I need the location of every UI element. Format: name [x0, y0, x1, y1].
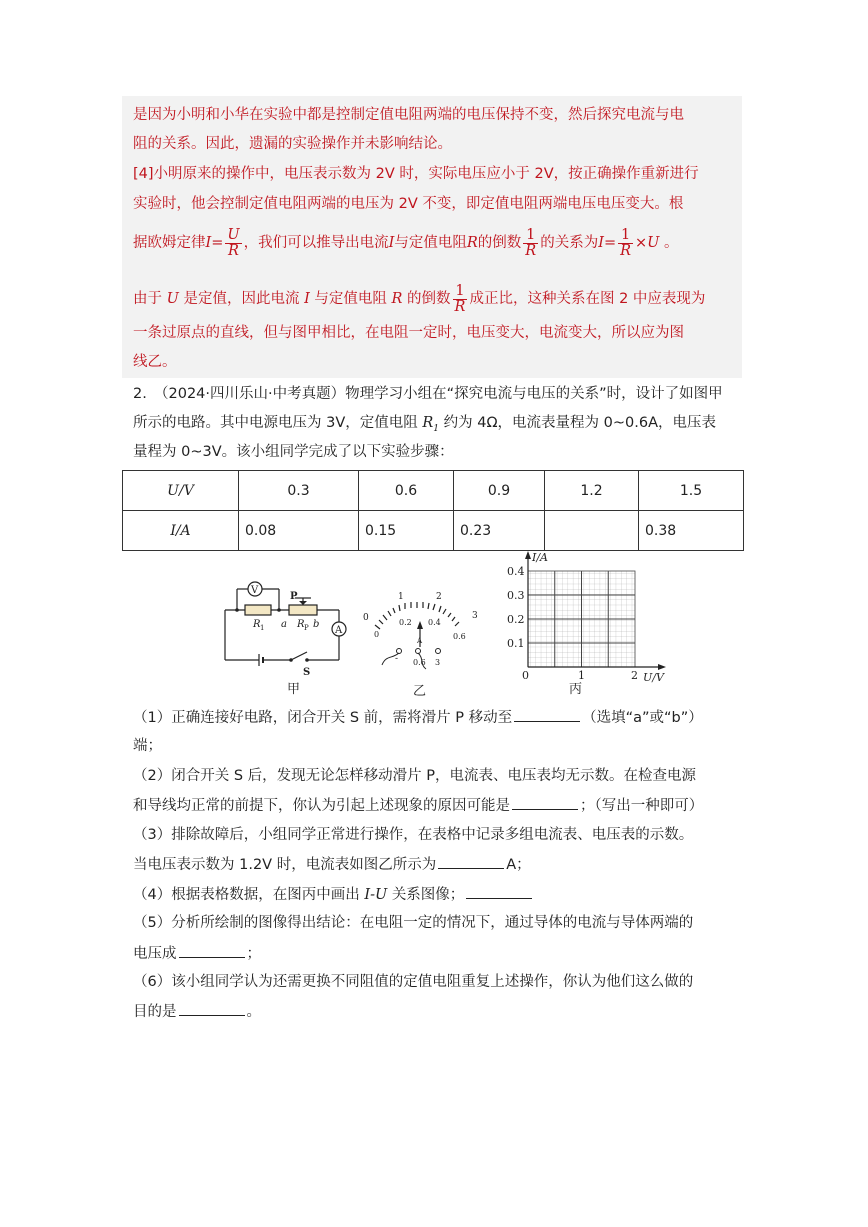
numerator: U	[227, 226, 240, 243]
answer-blank[interactable]	[466, 884, 532, 899]
question-line-1: （2024·四川乐山·中考真题）物理学习小组在“探究电流与电压的关系”时，设计了如图甲	[154, 386, 723, 402]
data-table	[122, 470, 744, 551]
ammeter-dial	[360, 585, 480, 675]
switch-label: S	[303, 667, 311, 678]
text: A；	[506, 857, 531, 873]
terminal-0.6: 0.6	[413, 658, 426, 667]
i-u-graph	[498, 547, 673, 687]
terminal-3: 3	[435, 658, 441, 667]
denominator: R	[525, 242, 537, 259]
y-tick-0.1: 0.1	[507, 637, 525, 650]
ammeter-label: A	[335, 625, 343, 636]
answer-line-2: 阻的关系。因此，遗漏的实验操作并未影响结论。	[133, 136, 452, 152]
table-cell: 0.08	[239, 511, 359, 551]
table-header-voltage	[123, 471, 239, 511]
tick-0.2: 0.2	[399, 618, 412, 627]
table-cell	[545, 511, 639, 551]
text: 是定值，因此电流	[183, 291, 300, 307]
subquestion-6: （6）该小组同学认为还需更换不同阻值的定值电阻重复上述操作，你认为他们这么做的	[133, 974, 694, 990]
table-cell: 0.15	[359, 511, 454, 551]
answer-blank[interactable]	[512, 795, 578, 810]
answer-line-4: 实验时，他会控制定值电阻两端的电压为 2V 不变，即定值电阻两端电压电压变大。根	[133, 196, 684, 212]
denominator: R	[454, 298, 466, 315]
equals: =	[211, 235, 224, 251]
tick-1: 1	[398, 592, 404, 602]
symbol-I: I	[388, 235, 395, 251]
table-cell: 0.3	[239, 471, 359, 511]
symbol-U: U	[647, 235, 660, 251]
text: ，我们可以推导出电流	[243, 235, 389, 251]
r1-subscript: 1	[260, 624, 265, 632]
x-tick-0: 0	[522, 669, 529, 682]
equals: =	[603, 235, 617, 251]
answer-line-3: [4]小明原来的操作中，电压表示数为 2V 时，实际电压应小于 2V，按正确操作重新进行	[133, 166, 699, 182]
answer-line-5	[133, 226, 679, 260]
numerator: 1	[618, 228, 633, 244]
question-line-2	[133, 413, 716, 439]
text: ；	[246, 946, 261, 962]
text: 据欧姆定律	[133, 235, 206, 251]
rp-subscript: P	[304, 624, 309, 632]
r-letter: R	[422, 415, 434, 431]
text: 当电压表示数为 1.2V 时，电流表如图乙所示为	[133, 857, 437, 873]
x-axis-label: U/V	[643, 671, 664, 684]
answer-blank[interactable]	[438, 854, 504, 869]
subquestion-4	[133, 884, 534, 905]
table-cell: 0.6	[359, 471, 454, 511]
table-header-current	[123, 511, 239, 551]
text: 约为 4Ω，电流表量程为 0~0.6A，电压表	[443, 415, 717, 431]
table-cell: 1.5	[639, 471, 744, 511]
tick-0.4: 0.4	[428, 618, 441, 627]
tick-0.6: 0.6	[453, 632, 466, 641]
rp-label: R	[297, 619, 305, 630]
symbol-I: I	[205, 235, 212, 251]
i-u-symbol: I-U	[364, 887, 388, 903]
text: 的倒数	[477, 235, 522, 251]
text: 的关系为	[540, 235, 599, 251]
table-row	[123, 471, 744, 511]
numerator: 1	[453, 284, 468, 300]
text: 成正比，这种关系在图 2 中应表现为	[469, 291, 706, 307]
text: 电压成	[133, 946, 177, 962]
subquestion-1	[133, 707, 703, 728]
terminal-minus: -	[395, 654, 399, 664]
tick-small-0: 0	[374, 630, 380, 639]
figure-label-yi: 乙	[413, 684, 427, 699]
y-axis-label: I/A	[532, 551, 548, 564]
text: 目的是	[133, 1004, 177, 1020]
text: 由于	[133, 291, 162, 307]
question-number: 2.	[133, 386, 147, 402]
answer-line-6	[133, 282, 705, 316]
table-cell: 0.9	[454, 471, 545, 511]
period: 。	[664, 235, 679, 251]
text: ；（写出一种即可）	[580, 798, 704, 814]
denominator: R	[620, 242, 632, 259]
terminal-b-label: b	[313, 619, 320, 630]
header-text: U/V	[167, 482, 194, 499]
times-sign: ×	[635, 235, 648, 251]
answer-line-7: 一条过原点的直线，但与图甲相比，在电阻一定时，电压变大，电流变大，所以应为图	[133, 325, 684, 341]
fraction-1-over-R	[618, 228, 633, 259]
text: （4）根据表格数据，在图丙中画出	[133, 887, 360, 903]
y-tick-0.2: 0.2	[507, 613, 525, 626]
table-cell: 0.38	[639, 511, 744, 551]
answer-blank[interactable]	[514, 707, 580, 722]
voltmeter-label: V	[251, 585, 259, 596]
x-tick-1: 1	[578, 669, 585, 682]
table-row	[123, 511, 744, 551]
slider-label: P	[290, 591, 298, 602]
subquestion-3: （3）排除故障后，小组同学正常进行操作，在表格中记录多组电流表、电压表的示数。	[133, 827, 694, 843]
subquestion-5: （5）分析所绘制的图像得出结论：在电阻一定的情况下，通过导体的电流与导体两端的	[133, 915, 694, 931]
text: 所示的电路。其中电源电压为 3V，定值电阻	[133, 415, 418, 431]
circuit-diagram	[215, 572, 355, 684]
numerator: 1	[523, 228, 538, 244]
fraction-U-over-R	[225, 228, 241, 259]
r1-label: R	[253, 619, 261, 630]
text: 和导线均正常的前提下，你认为引起上述现象的原因可能是	[133, 798, 510, 814]
subscript: 1	[433, 423, 440, 434]
subquestion-1-cont: 端；	[133, 738, 162, 754]
fraction-1-over-R	[523, 228, 538, 259]
figure-label-jia: 甲	[287, 682, 301, 697]
text: 的倒数	[407, 291, 451, 307]
symbol-R1	[422, 415, 440, 434]
header-text: I/A	[170, 522, 191, 539]
symbol-I: I	[598, 235, 604, 251]
text: 。	[246, 1004, 261, 1020]
subquestion-2-cont	[133, 795, 703, 816]
subquestion-2: （2）闭合开关 S 后，发现无论怎样移动滑片 P，电流表、电压表均无示数。在检查电源	[133, 768, 696, 784]
x-tick-2: 2	[631, 669, 638, 682]
ammeter-unit: A	[417, 637, 423, 645]
subquestion-3-cont	[133, 854, 531, 875]
text: 与定值电阻	[314, 291, 387, 307]
tick-0: 0	[363, 613, 369, 623]
text: 与定值电阻	[394, 235, 467, 251]
tick-2: 2	[436, 592, 442, 602]
subquestion-5-cont	[133, 943, 261, 964]
text: （选填“a”或“b”）	[582, 710, 703, 726]
answer-line-1: 是因为小明和小华在实验中都是控制定值电阻两端的电压保持不变，然后探究电流与电	[133, 107, 684, 123]
y-tick-0.3: 0.3	[507, 589, 525, 602]
table-cell: 0.23	[454, 511, 545, 551]
answer-blank[interactable]	[179, 1001, 245, 1016]
text: （1）正确连接好电路，闭合开关 S 前，需将滑片 P 移动至	[133, 710, 513, 726]
text: 关系图像；	[391, 887, 465, 903]
figure-label-bing: 丙	[569, 682, 583, 697]
symbol-R: R	[391, 291, 403, 307]
denominator: R	[228, 242, 239, 259]
tick-3: 3	[472, 611, 478, 621]
answer-blank[interactable]	[179, 943, 245, 958]
fraction-1-over-R	[453, 284, 468, 315]
symbol-U: U	[166, 291, 179, 307]
question-line-3: 量程为 0~3V。该小组同学完成了以下实验步骤：	[133, 444, 454, 460]
subquestion-6-cont	[133, 1001, 261, 1022]
answer-line-8: 线乙。	[133, 354, 177, 370]
symbol-R: R	[466, 235, 478, 251]
terminal-a-label: a	[281, 619, 287, 630]
y-tick-0.4: 0.4	[507, 565, 525, 578]
symbol-I: I	[304, 291, 310, 307]
table-cell: 1.2	[545, 471, 639, 511]
